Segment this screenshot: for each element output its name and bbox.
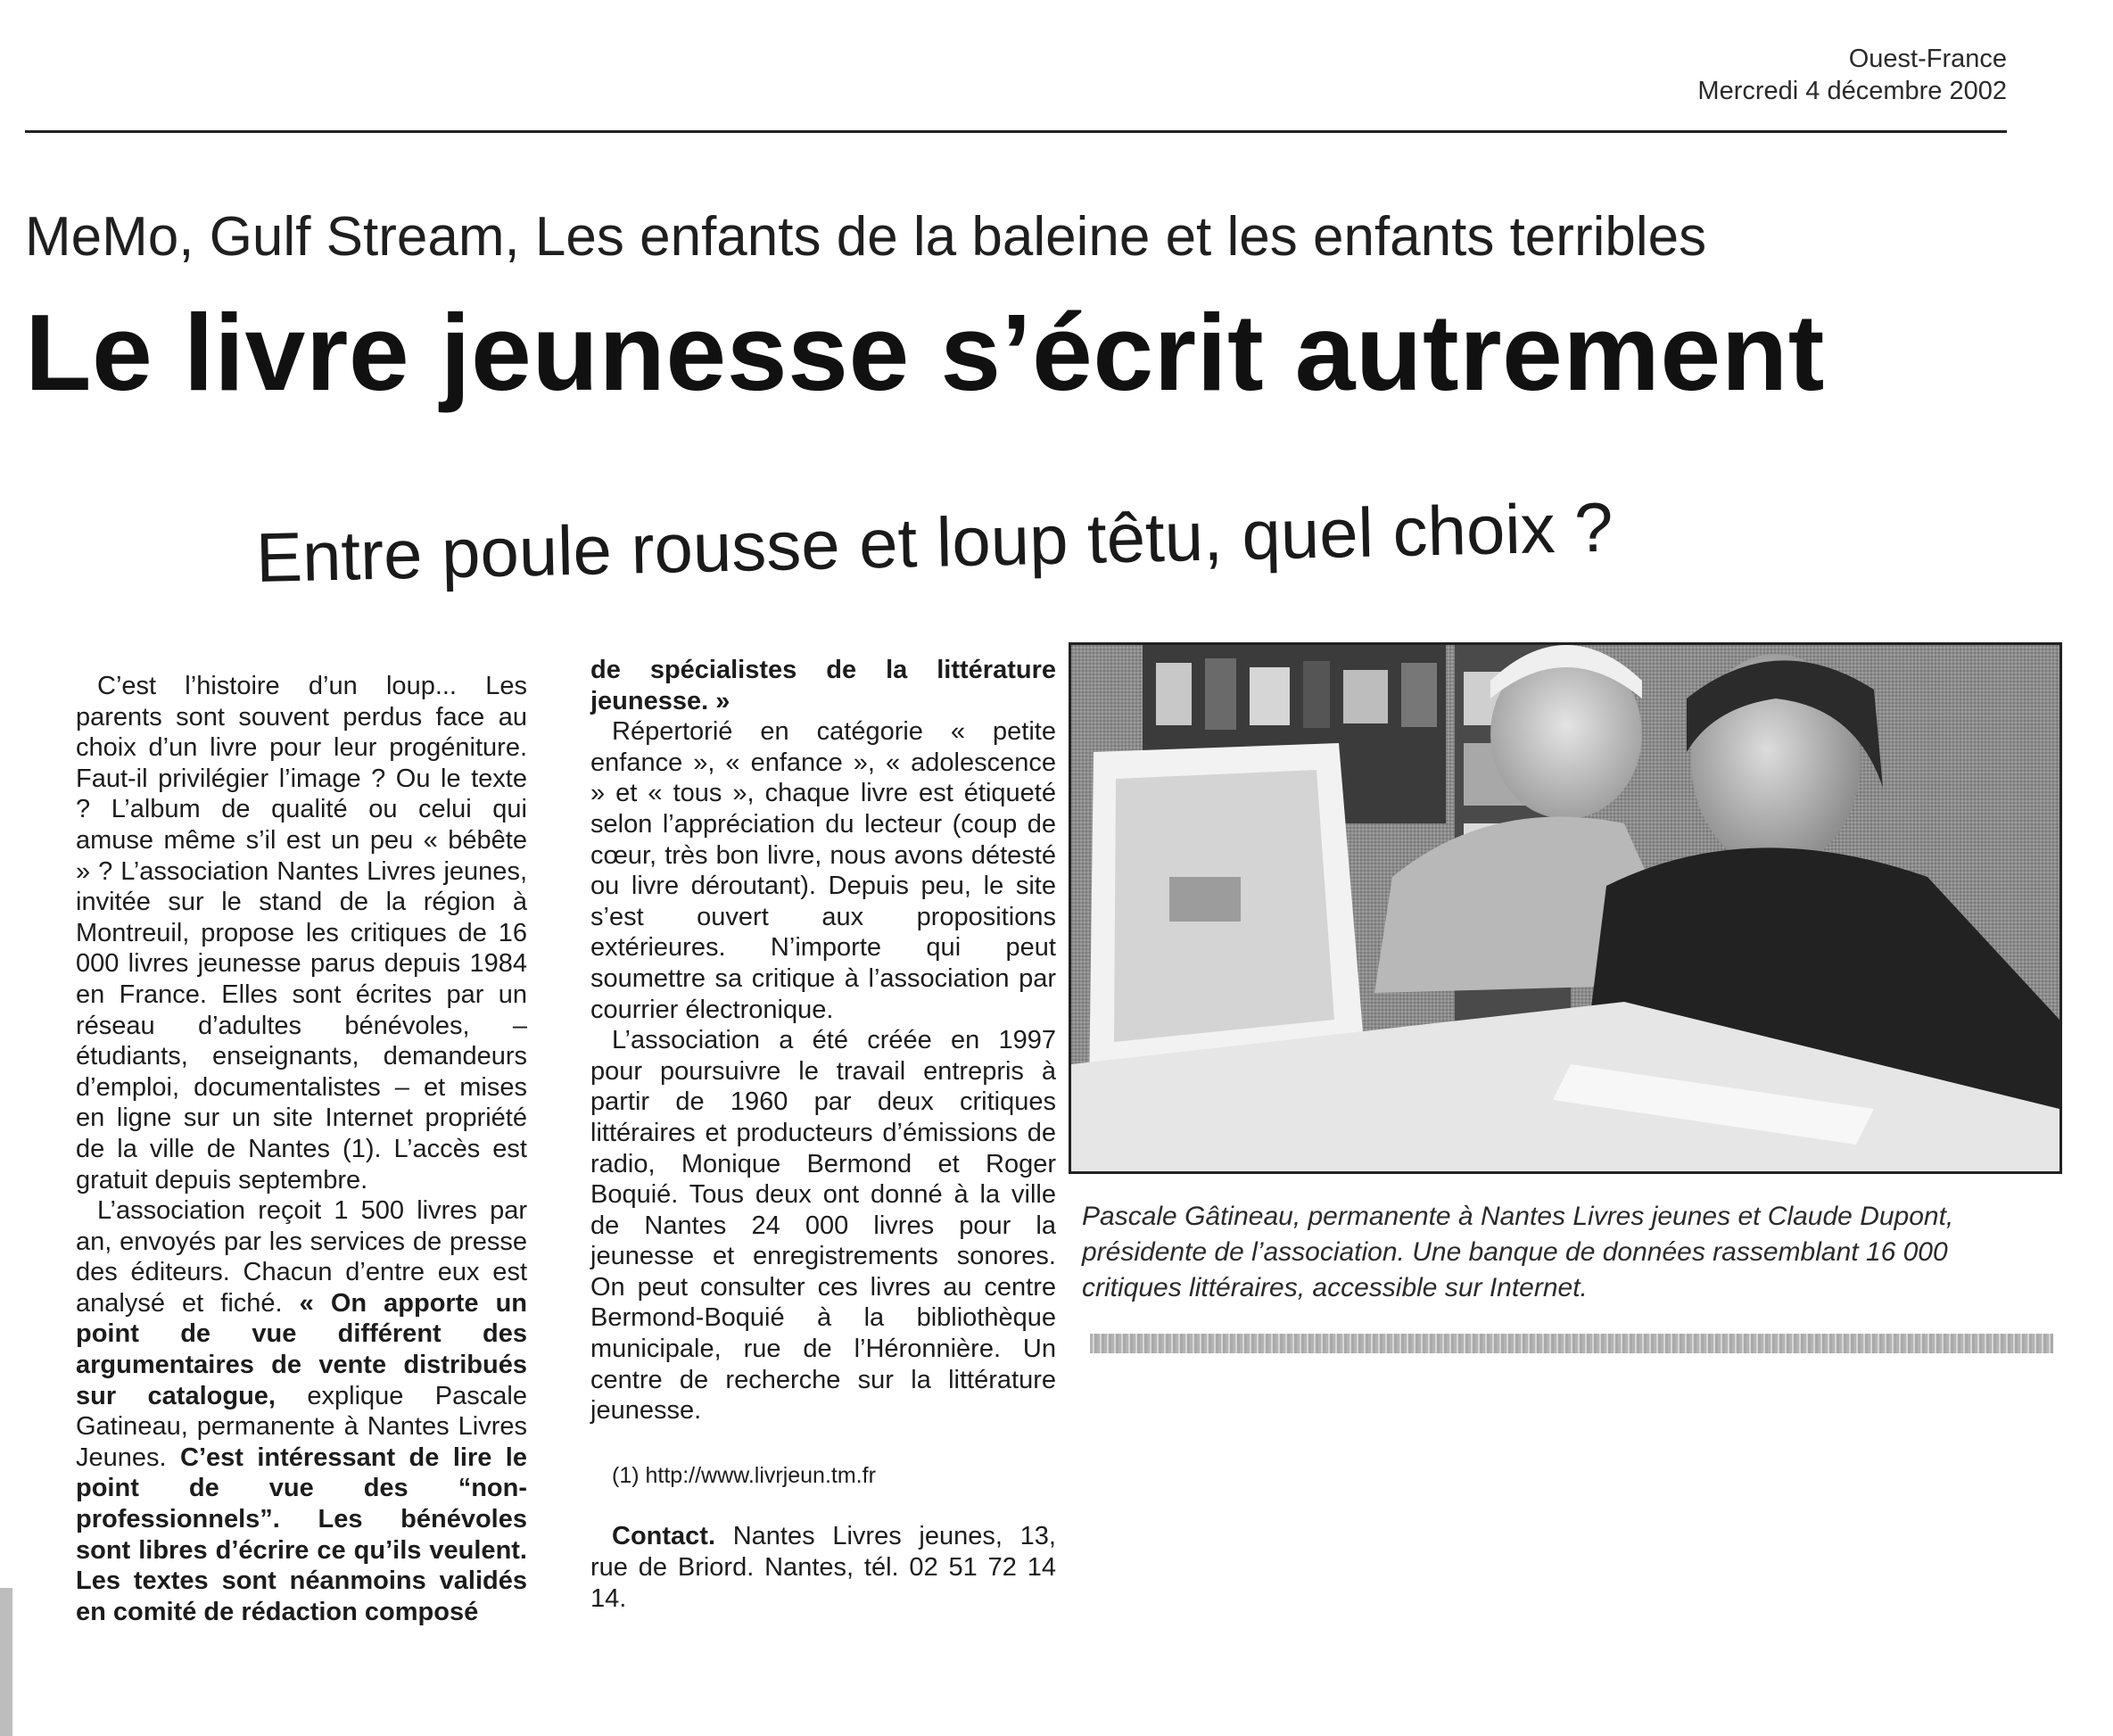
quote-end: de spécialistes de la littérature jeunesse. »: [590, 656, 1056, 715]
photo-illustration: [1071, 645, 2059, 1171]
top-rule: [25, 130, 2007, 133]
paragraph-4: L’association a été créée en 1997 pour poursuivre le travail entrepris à partir de 1960 par deux critiques littéraires et producteurs d’émissions de radio, Monique Bermond et Roger Boquié. Tous deux ont donné à la ville de Nantes 24 000 livres pour la jeunesse et enregistrements sonores. On peut consulter ces livres au centre Bermond-Boquié à la bibliothèque municipale, rue de l’Héronnière. Un centre de recherche sur la littérature jeunesse.: [590, 1026, 1056, 1426]
contact-details: Nantes Livres jeunes, 13, rue de Briord. Nantes, tél. 02 51 72 14 14.: [590, 1522, 1056, 1613]
quote-part-1: « On apporte un point de vue différent des argumentaires de vente distribués sur catalogue,: [76, 1288, 527, 1410]
paragraph-1: C’est l’histoire d’un loup... Les parents sont souvent perdus face au choix d’un livre pour leur progéniture. Faut-il privilégier l’image ? Ou le texte ? L’album de qualité ou celui qui amuse même s’il est un peu « bébête » ? L’association Nantes Livres jeunes, invitée sur le stand de la région à Montreuil, propose les critiques de 16 000 livres jeunesse parus depuis 1984 en France. Elles sont écrites par un réseau d’adultes bénévoles, – étudiants, enseignants, demandeurs d’emploi, documentalistes – et mises en ligne sur un site Internet propriété de la ville de Nantes (1). L’accès est gratuit depuis septembre.: [76, 672, 527, 1195]
paragraph-2: [76, 1195, 527, 1627]
quote-part-2: C’est intéressant de lire le point de vue des “non-professionnels”. Les bénévoles sont libres d’écrire ce qu’ils veulent. Les textes sont néanmoins validés en comité de rédaction composé: [76, 1443, 527, 1626]
publication-date: Mercredi 4 décembre 2002: [1697, 77, 2007, 105]
article-photo: [1069, 642, 2062, 1174]
headline: Le livre jeunesse s’écrit autrement: [25, 292, 1825, 413]
footnote: (1) http://www.livrjeun.tm.fr: [612, 1462, 876, 1488]
paragraph-3: Répertorié en catégorie « petite enfance », « enfance », « adolescence » et « tous », chaque livre est étiqueté selon l’appréciation du lecteur (coup de cœur, très bon livre, nous avons détesté ou livre déroutant). Depuis peu, le site s’est ouvert aux propositions extérieures. N’importe qui peut soumettre sa critique à l’association par courrier électronique.: [590, 717, 1056, 1024]
article-column-2: [590, 655, 1056, 1614]
kicker: MeMo, Gulf Stream, Les enfants de la baleine et les enfants terribles: [25, 206, 1707, 268]
photo-caption: Pascale Gâtineau, permanente à Nantes Livres jeunes et Claude Dupont, présidente de l’association. Une banque de données rassemblant 16 000 critiques littéraires, accessible sur Internet.: [1082, 1202, 1954, 1302]
masthead: [1697, 43, 2007, 107]
paragraph-2-intro: L’association reçoit 1 500 livres par an, envoyés par les services de presse des éditeurs. Chacun d’entre eux est analysé et fiché.: [76, 1196, 527, 1318]
newspaper-name: Ouest-France: [1848, 45, 2007, 73]
subheadline: Entre poule rousse et loup têtu, quel choix ?: [254, 487, 1614, 598]
paragraph-2-attribution: explique Pascale Gatineau, permanente à Nantes Livres Jeunes.: [76, 1381, 527, 1472]
article-column-1: [76, 671, 527, 1627]
contact-label: Contact.: [612, 1522, 715, 1551]
contact-block: [590, 1521, 1056, 1614]
scan-edge-shadow: [0, 1588, 12, 1736]
separator-band: [1090, 1334, 2053, 1353]
